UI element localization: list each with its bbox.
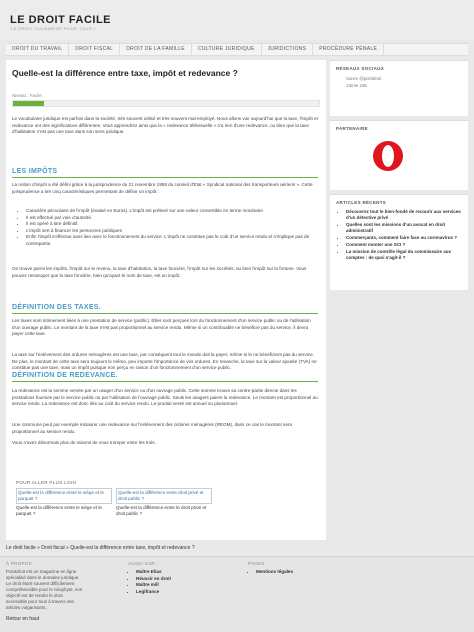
list-item: • Caractère pécuniaire de l'impôt (évalué en Euros). L'impôt est prélevé sur une valeur convertible en terme monétaire [26, 208, 310, 215]
sidebar [330, 60, 468, 294]
redevance-paragraph-3: Vous n'avez désormais plus de raisons de vous tromper entre les trois. [12, 440, 156, 445]
recent-articles-title: ARTICLES RÉCENTS [336, 200, 387, 205]
impots-paragraph-2: On trouve parmi les impôts, l'impôt sur le revenu, la taxe d'habitation, la taxe foncière, l'impôt sur les sociétés, ou bien l'impôt sur la fortune. Vous pouvez remarquer que la taxe foncière, bien qu'ayant le nom de taxe, est un impôt. [12, 266, 307, 278]
footer-link[interactable]: • Réussir en droit [136, 576, 171, 583]
site-tagline: LE DROIT VULGARISE POUR TOUS ! [11, 26, 96, 31]
taxes-paragraph-1: Les taxes sont intimement liées à une prestation de service (public). Elles sont perçues lors du fonctionnement d'un service public ou de l'utilisation d'un ouvrage public. Le montant de la taxe n'est pas proportionnel au service rendu. Même si un contribuable ne bénéficie pas du service, il devra payer cette taxe. [12, 318, 311, 336]
list-item: • Il est effectué par voie d'autorité. [26, 215, 310, 222]
section-title-redevance: DÉFINITION DE REDEVANCE. [12, 372, 318, 382]
article-main [6, 60, 326, 540]
back-to-top-link[interactable]: Retour en haut [6, 616, 40, 622]
opera-logo-icon[interactable] [373, 141, 403, 171]
section-title-taxes: DÉFINITION DES TAXES. [12, 304, 318, 314]
taxes-paragraph-2: La taxe sur l'enlèvement des ordures ménagères est une taxe, par conséquent tout le monde doit la payer, même si le ne bénéficient pas du service. De plus, le montant de cette taxe sera toujours le même, peu importe l'importance de vos ordures. En revanche, la taxe sur la valeur ajoutée (TVA) ne constitue pas une taxe, mais un impôt puisque non perçu en raison d'un fonctionnement d'un service public. [12, 352, 317, 370]
recent-article-link[interactable]: • Commerçants, comment faire face au coronavirus ? [346, 235, 462, 241]
main-nav [6, 43, 468, 56]
footer-link-mentions-legales[interactable]: • Mentions légales [256, 569, 293, 576]
footer-about [6, 561, 84, 611]
recent-article-link[interactable]: • Découvrez tout le bien-fondé de recourir aux services d'un détective privé [346, 209, 462, 221]
twitter-follow-button[interactable]: Suivre @pointdroit [346, 76, 382, 81]
footer-pages-title: PAGES [248, 561, 265, 566]
recent-article-link[interactable]: • La mission de contrôle légal du commissaire aux comptes : de quoi s'agit-il ? [346, 249, 462, 261]
breadcrumb[interactable]: Le droit facile » Droit fiscal » Quelle-est la différence entre taxe, impôt et redevance ? [6, 545, 195, 551]
footer-link[interactable]: • Maître mill [136, 582, 171, 589]
redevance-paragraph-2: Une commune peut par exemple instaurer une redevance sur l'enlèvement des ordures ménagères (REOM), dans ce cas le montant sera proportionnel au service rendu. [12, 422, 292, 434]
footer-other-sites [128, 561, 171, 595]
reading-progress-fill [13, 101, 44, 106]
list-item: • Il est opéré à titre définitif. [26, 221, 310, 228]
nav-item-juridictions[interactable]: JURIDICTIONS [262, 44, 314, 55]
nav-item-droit-du-travail[interactable]: DROIT DU TRAVAIL [6, 44, 69, 55]
site-header [0, 0, 474, 40]
related-article-card[interactable] [116, 488, 212, 517]
nav-item-culture-juridique[interactable]: CULTURE JURIDIQUE [192, 44, 262, 55]
footer-other-title: AUSSI SUR : [128, 561, 159, 566]
footer-other-links [128, 569, 171, 595]
recent-articles-list [336, 209, 462, 261]
recent-articles-widget [330, 194, 468, 290]
social-widget [330, 60, 468, 116]
nav-item-droit-de-la-famille[interactable]: DROIT DE LA FAMILLE [120, 44, 192, 55]
article-title: Quelle-est la différence entre taxe, impôt et redevance ? [12, 68, 238, 78]
related-article-card[interactable] [16, 488, 112, 517]
social-widget-title: RÉSEAUX SOCIAUX [336, 66, 385, 71]
footer-about-title: À PROPOS [6, 561, 32, 566]
read-more-heading: POUR ALLER PLUS LOIN [16, 480, 77, 485]
list-item: • Enfin l'impôt s'effectue sans lien avec le fonctionnement du service. L'impôt ne constitue pas le coût d'un service rendu et n'implique pas de contrepartie. [26, 234, 310, 247]
section-title-impots: LES IMPÔTS [12, 168, 318, 178]
footer-pages [248, 561, 293, 576]
partner-widget [330, 120, 468, 190]
footer-link[interactable]: • Legifrance [136, 589, 171, 596]
article-intro: Le vocabulaire juridique est parfois dans la société, très souvent utilisé et très souvent mal-employé. Nous allons voir aujourd'hui que la taxe, l'impôt et redevance ont des significations différentes. Vous apprendrez ainsi que la « redevance télévisuelle » n'a rien d'une redevance, ou bien que la taxe d'habitation n'est pas une taxe dans son sens juridique. [12, 116, 318, 134]
footer-pages-links [248, 569, 293, 576]
recent-article-link[interactable]: • Quelles sont les missions d'un avocat en droit administratif [346, 222, 462, 234]
site-footer [0, 556, 474, 632]
facebook-like-button[interactable]: J'aime 248 [346, 83, 367, 88]
redevance-paragraph-1: La redevance est la somme versée par un usager d'un service ou d'un ouvrage public. Cette somme trouve sa contre-partie directe dans les prestations fournies par le service public ou par l'utilisation de l'ouvrage public. Seuls les usagers paient la redevance. Le montant est proportionnel au service rendu. La redevance est donc liée au coût du service rendu. Le produit versé est annuel ou pluriannuel. [12, 388, 318, 406]
partner-widget-title: PARTENAIRE [336, 126, 368, 131]
footer-about-text: Pointdroit est un magazine en ligne spécialisé dans le domaine juridique. Le droit étant souvent difficilement compréhensible pour le néophyte, son objectif est de rendre le droit accessible pour tous à travers des articles vulgarisants. [6, 569, 83, 610]
related-article-title[interactable]: Quelle-est la différence entre le siège et le parquet ? [16, 505, 102, 516]
recent-article-link[interactable]: • Comment monter une SCI ? [346, 242, 462, 248]
article-level: Niveau : Facile [12, 93, 42, 98]
nav-item-procedure-penale[interactable]: PROCÉDURE PÉNALE [313, 44, 384, 55]
related-article-title[interactable]: Quelle-est la différence entre le droit privé et droit public ? [116, 505, 207, 516]
list-item: • L'impôt sert à financer les personnes publiques [26, 228, 310, 235]
impots-paragraph-1: La notion d'impôt a été défini grâce à la jurisprudence du 21 novembre 1958 du conseil d'Etat « Syndicat national des transporteurs aériens ». Cette jurisprudence a tiré cinq caractéristiques permettant de définir un impôt : [12, 182, 313, 194]
related-article-thumbnail-link[interactable]: Quelle-est la différence entre le siège et le parquet ? [16, 488, 112, 504]
reading-progress-bar [12, 100, 320, 107]
impots-criteria-list [20, 208, 310, 247]
nav-item-droit-fiscal[interactable]: DROIT FISCAL [69, 44, 120, 55]
footer-link[interactable]: • Maître Elias [136, 569, 171, 576]
related-article-thumbnail-link[interactable]: Quelle-est la différence entre droit privé et droit public ? [116, 488, 212, 504]
site-title[interactable]: LE DROIT FACILE [10, 14, 111, 26]
